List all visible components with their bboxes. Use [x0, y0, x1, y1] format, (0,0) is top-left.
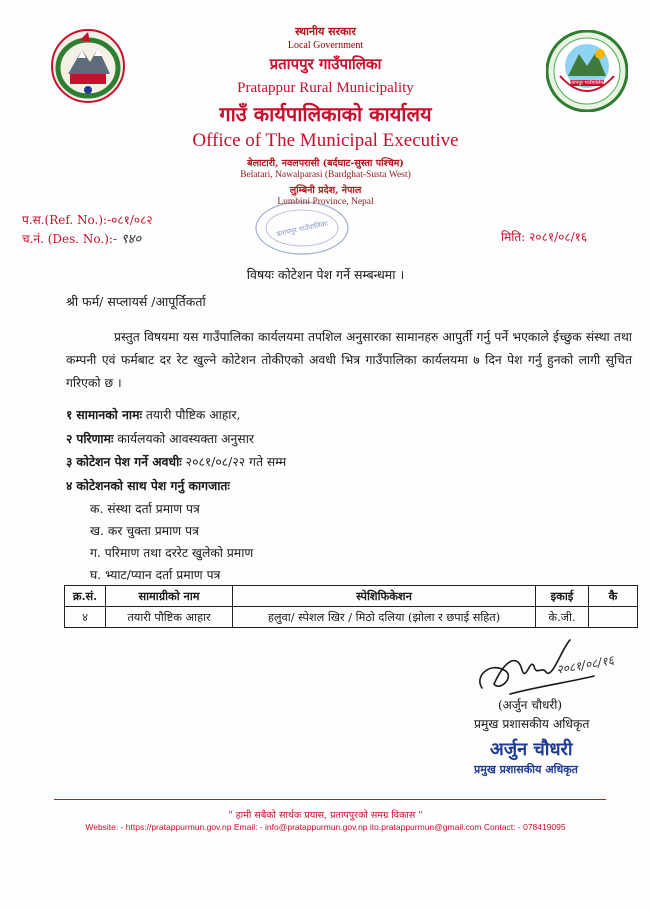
- letter-date: [501, 228, 587, 245]
- col-header-specification: स्पेशिफिकेशन: [233, 586, 536, 607]
- table-row: [65, 607, 638, 628]
- province-np: लुम्बिनी प्रदेश, नेपाल: [289, 185, 362, 196]
- list-item: १ सामानको नामः तयारी पौष्टिक आहार,: [66, 407, 241, 422]
- stamp-text: प्रतापपुर गाउँपालिका: [275, 219, 329, 239]
- table-header-row: [65, 586, 638, 607]
- local-government-en: Local Government: [287, 40, 364, 51]
- document-item: घ. भ्याट/प्यान दर्ता प्रमाण पत्र: [90, 568, 221, 582]
- footer-slogan: " हामी सबैको सार्थक प्रयास, प्रतापपुरको समग्र विकास ": [228, 810, 423, 821]
- municipality-name-en: Pratappur Rural Municipality: [237, 80, 414, 96]
- office-name-np: गाउँ कार्यपालिकाको कार्यालय: [219, 102, 432, 126]
- office-name-en: Office of The Municipal Executive: [192, 130, 459, 151]
- municipality-name-np: प्रतापपुर गाउँपालिका: [269, 55, 382, 73]
- footer-divider: [54, 799, 606, 800]
- dispatch-number: [22, 229, 141, 247]
- office-stamp: [250, 196, 354, 260]
- des-label: च.नं. (Des. No.):-: [22, 232, 118, 246]
- reference-number: [22, 211, 153, 228]
- items-table: [64, 585, 638, 628]
- handwritten-date: २०८१/०८/१६: [555, 653, 615, 677]
- document-item: क. संस्था दर्ता प्रमाण पत्र: [90, 502, 200, 516]
- logo-text: प्रतापपुर गाउँपालिका: [568, 80, 606, 86]
- document-item: ग. परिमाण तथा दररेट खुलेको प्रमाण: [90, 546, 254, 560]
- cell-specification: हलुवा/ स्पेशल खिर / मिठो दलिया (झोला र छपाई सहित): [233, 607, 536, 628]
- des-value: ९४०: [120, 232, 142, 247]
- handwritten-name: (अर्जुन चौधरी): [498, 698, 563, 712]
- list-item: ४ कोटेशनको साथ पेश गर्नु कागजातः: [66, 478, 230, 493]
- letter-paragraph: प्रस्तुत विषयमा यस गाउँपालिका कार्यलयमा तपशिल अनुसारका सामानहरु आपुर्ती गर्नु पर्ने भएकाले ईच्छुक संस्था तथा कम्पनी एवं फर्मबाट दर रेट खुल्ने कोटेशन तोकीएको अवधी भित्र गाउँपालिका कार्यलयमा ७ दिन पेश गर्नु हुनको लागी सुचित गरिएको छ ।: [66, 330, 632, 390]
- address-np: बेलाटारी, नवलपरासी (बर्दघाट-सुस्ता पश्चिम): [247, 158, 404, 169]
- col-header-serial: क्र.सं.: [65, 586, 106, 607]
- ref-value: ०८१/०८२: [111, 213, 153, 227]
- province-en: Lumbini Province, Nepal: [277, 197, 374, 207]
- signatory-title: प्रमुख प्रशासकीय अधिकृत: [474, 717, 590, 731]
- col-header-remarks: कै: [589, 586, 638, 607]
- footer-contacts: Website: - https://pratappurmun.gov.np Email: - info@pratappurmun.gov.np ito.pratappurmun@gmail.com Contact: - 078419095: [85, 822, 566, 832]
- col-header-item-name: सामाग्रीको नाम: [106, 586, 233, 607]
- ref-label: प.स.(Ref. No.):-: [22, 213, 112, 227]
- letter-salutation: श्री फर्म/ सप्लायर्स /आपूर्तिकर्ता: [66, 294, 206, 309]
- local-government-np: स्थानीय सरकार: [295, 25, 356, 38]
- list-item: २ परिणामः कार्यलयको आवस्यक्ता अनुसार: [66, 431, 254, 446]
- letter-subject: विषयः कोटेशन पेश गर्ने सम्बन्धमा ।: [246, 267, 405, 282]
- col-header-unit: इकाई: [536, 586, 589, 607]
- document-item: ख. कर चुक्ता प्रमाण पत्र: [90, 524, 199, 538]
- date-value: २०८१/०८/१६: [529, 230, 588, 244]
- list-item: ३ कोटेशन पेश गर्ने अवधीः २०८१/०८/२२ गते सम्म: [66, 454, 287, 469]
- cell-item-name: तयारी पौष्टिक आहार: [106, 607, 233, 628]
- cell-serial: ४: [65, 607, 106, 628]
- signatory-subtitle-stamp: प्रमुख प्रशासकीय अधिकृत: [474, 763, 578, 776]
- cell-unit: के.जी.: [536, 607, 589, 628]
- signatory-name-stamp: अर्जुन चौधरी: [490, 739, 573, 760]
- date-label: मिति:: [501, 230, 526, 244]
- address-en: Belatari, Nawalparasi (Bardghat-Susta West): [240, 170, 411, 180]
- cell-remarks: [589, 607, 638, 628]
